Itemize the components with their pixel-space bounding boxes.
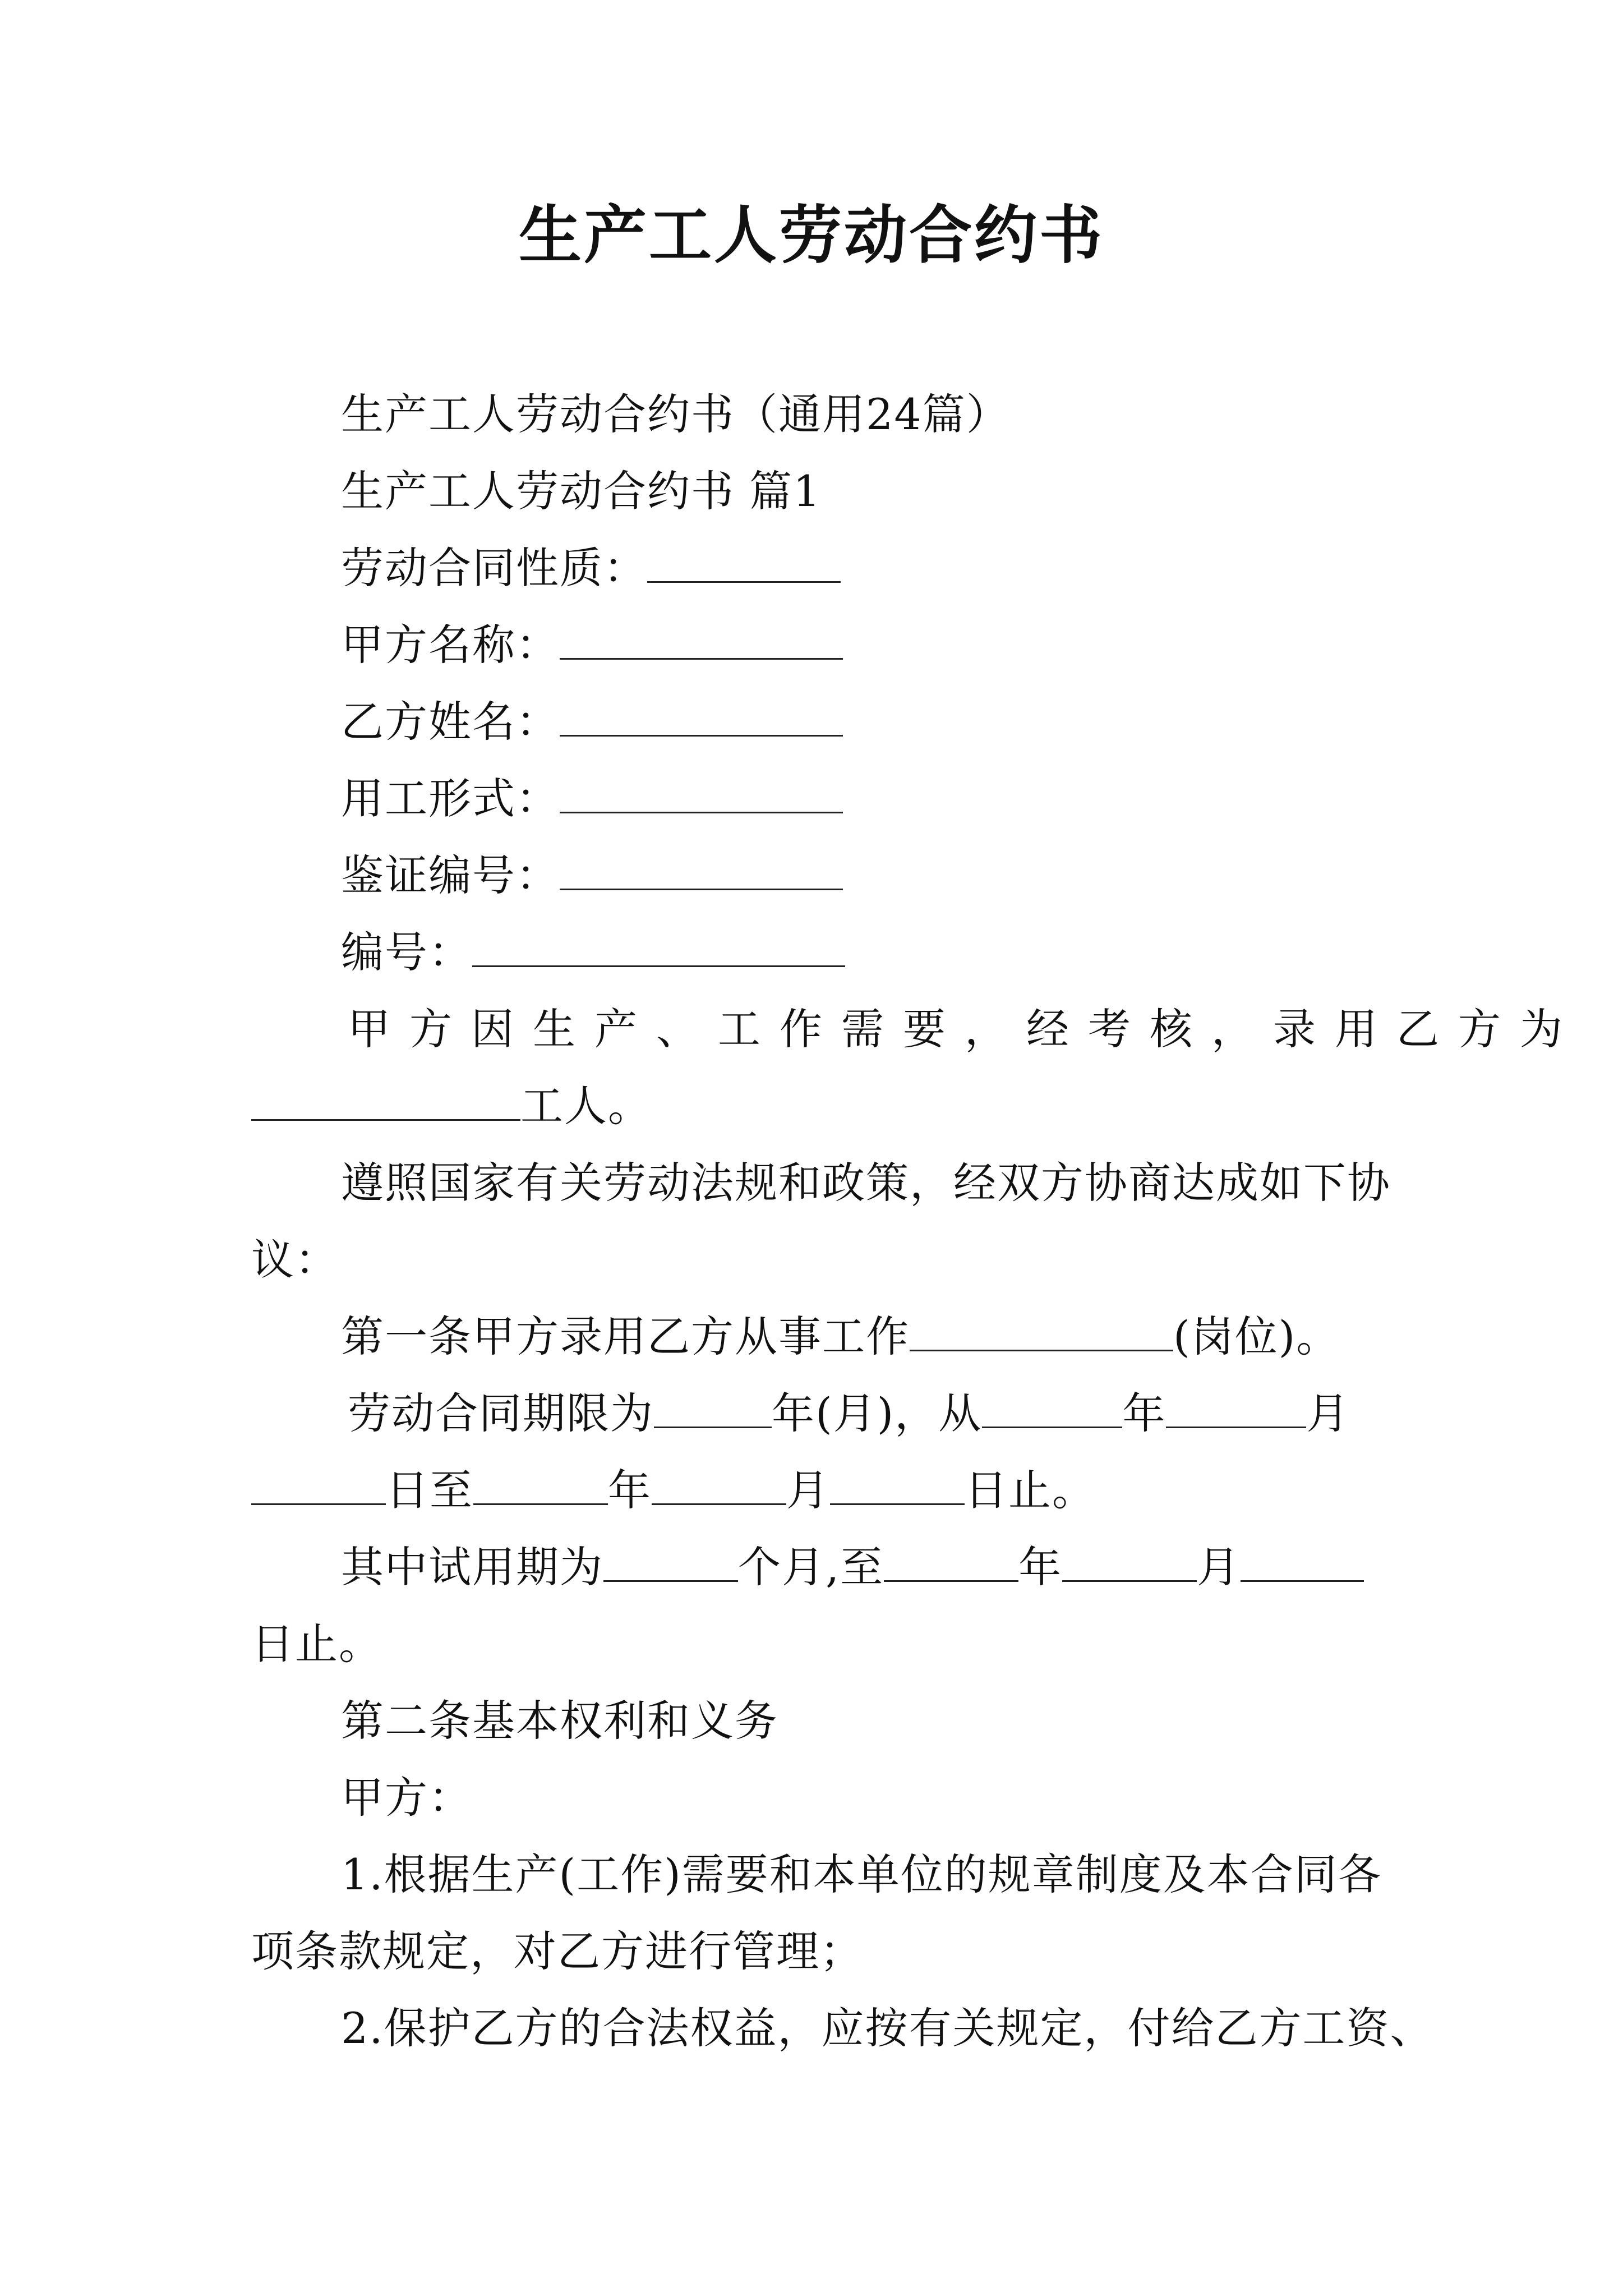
article-1-suffix: (岗位)。 — [1173, 1312, 1340, 1361]
party-b-name-blank — [560, 696, 843, 737]
term2-text-a: 日至 — [386, 1465, 473, 1515]
item-1-line-1: 1.根据生产(工作)需要和本单位的规章制度及本合同各 — [341, 1849, 1382, 1899]
subtitle-line: 生产工人劳动合约书（通用24篇） — [341, 389, 1010, 439]
party-a-name-field — [251, 606, 1395, 683]
worker-type-line — [251, 1068, 1395, 1144]
start-day-blank — [251, 1464, 386, 1505]
document-body — [251, 376, 1581, 2067]
trial-period-line — [251, 1529, 1395, 1605]
end-day-blank — [830, 1464, 965, 1505]
start-month-blank — [1166, 1387, 1306, 1428]
party-a-name-label: 甲方名称： — [341, 620, 560, 670]
certification-number-field — [251, 837, 1395, 914]
trial-months-blank — [603, 1541, 738, 1582]
trial-text-c: 年 — [1018, 1542, 1063, 1592]
term-length-blank — [654, 1387, 772, 1428]
contract-nature-blank — [647, 542, 841, 583]
contract-term-line-2 — [251, 1452, 1395, 1529]
serial-number-field — [251, 914, 1395, 991]
term-text-d: 月 — [1306, 1388, 1350, 1438]
employment-form-blank — [560, 772, 843, 813]
worker-type-blank — [251, 1080, 520, 1121]
term2-text-c: 月 — [786, 1465, 830, 1515]
serial-number-blank — [472, 926, 845, 967]
employment-form-label: 用工形式： — [341, 774, 560, 823]
trial-year-blank — [884, 1541, 1018, 1582]
term2-text-d: 日止。 — [965, 1465, 1096, 1515]
item-1-line-2: 项条款规定，对乙方进行管理； — [251, 1926, 864, 1976]
contract-term-line-1 — [251, 1375, 1395, 1452]
article-1-line — [251, 1298, 1395, 1375]
serial-number-label: 编号： — [341, 927, 472, 977]
trial-text-b: 个月,至 — [738, 1542, 884, 1592]
comply-line-1: 遵照国家有关劳动法规和政策，经双方协商达成如下协 — [341, 1158, 1391, 1208]
term-text-b: 年(月)，从 — [772, 1388, 983, 1438]
worker-suffix-text: 工人。 — [520, 1081, 652, 1131]
document-title: 生产工人劳动合约书 — [519, 199, 1104, 272]
start-year-blank — [982, 1387, 1122, 1428]
trial-month-blank — [1062, 1541, 1197, 1582]
certification-number-blank — [560, 849, 843, 890]
party-a-name-blank — [560, 619, 843, 660]
article-2-heading: 第二条基本权利和义务 — [341, 1696, 778, 1746]
article-1-prefix: 第一条甲方录用乙方从事工作 — [341, 1312, 910, 1361]
trial-day-blank — [1241, 1541, 1364, 1582]
term2-text-b: 年 — [608, 1465, 652, 1515]
term-text-a: 劳动合同期限为 — [348, 1388, 654, 1438]
position-blank — [910, 1310, 1173, 1351]
contract-nature-field — [251, 530, 1395, 606]
party-b-name-field — [251, 683, 1395, 760]
trial-end-line: 日止。 — [251, 1619, 382, 1669]
hire-intro-text: 甲方因生产、工作需要，经考核，录用乙方为 — [348, 1004, 1581, 1054]
trial-text-d: 月 — [1197, 1542, 1241, 1592]
trial-text-a: 其中试用期为 — [341, 1542, 603, 1592]
item-2-line-1: 2.保护乙方的合法权益，应按有关规定，付给乙方工资、 — [341, 2003, 1434, 2053]
certification-number-label: 鉴证编号： — [341, 850, 560, 900]
term-text-c: 年 — [1122, 1388, 1166, 1438]
end-year-blank — [473, 1464, 608, 1505]
party-b-name-label: 乙方姓名： — [341, 697, 560, 747]
employment-form-field — [251, 760, 1395, 837]
contract-nature-label: 劳动合同性质： — [341, 543, 647, 593]
section-heading: 生产工人劳动合约书 篇1 — [341, 466, 822, 516]
party-a-heading: 甲方： — [341, 1773, 472, 1823]
end-month-blank — [652, 1464, 786, 1505]
hire-intro-line — [251, 991, 1581, 1068]
comply-line-2: 议： — [251, 1235, 339, 1285]
